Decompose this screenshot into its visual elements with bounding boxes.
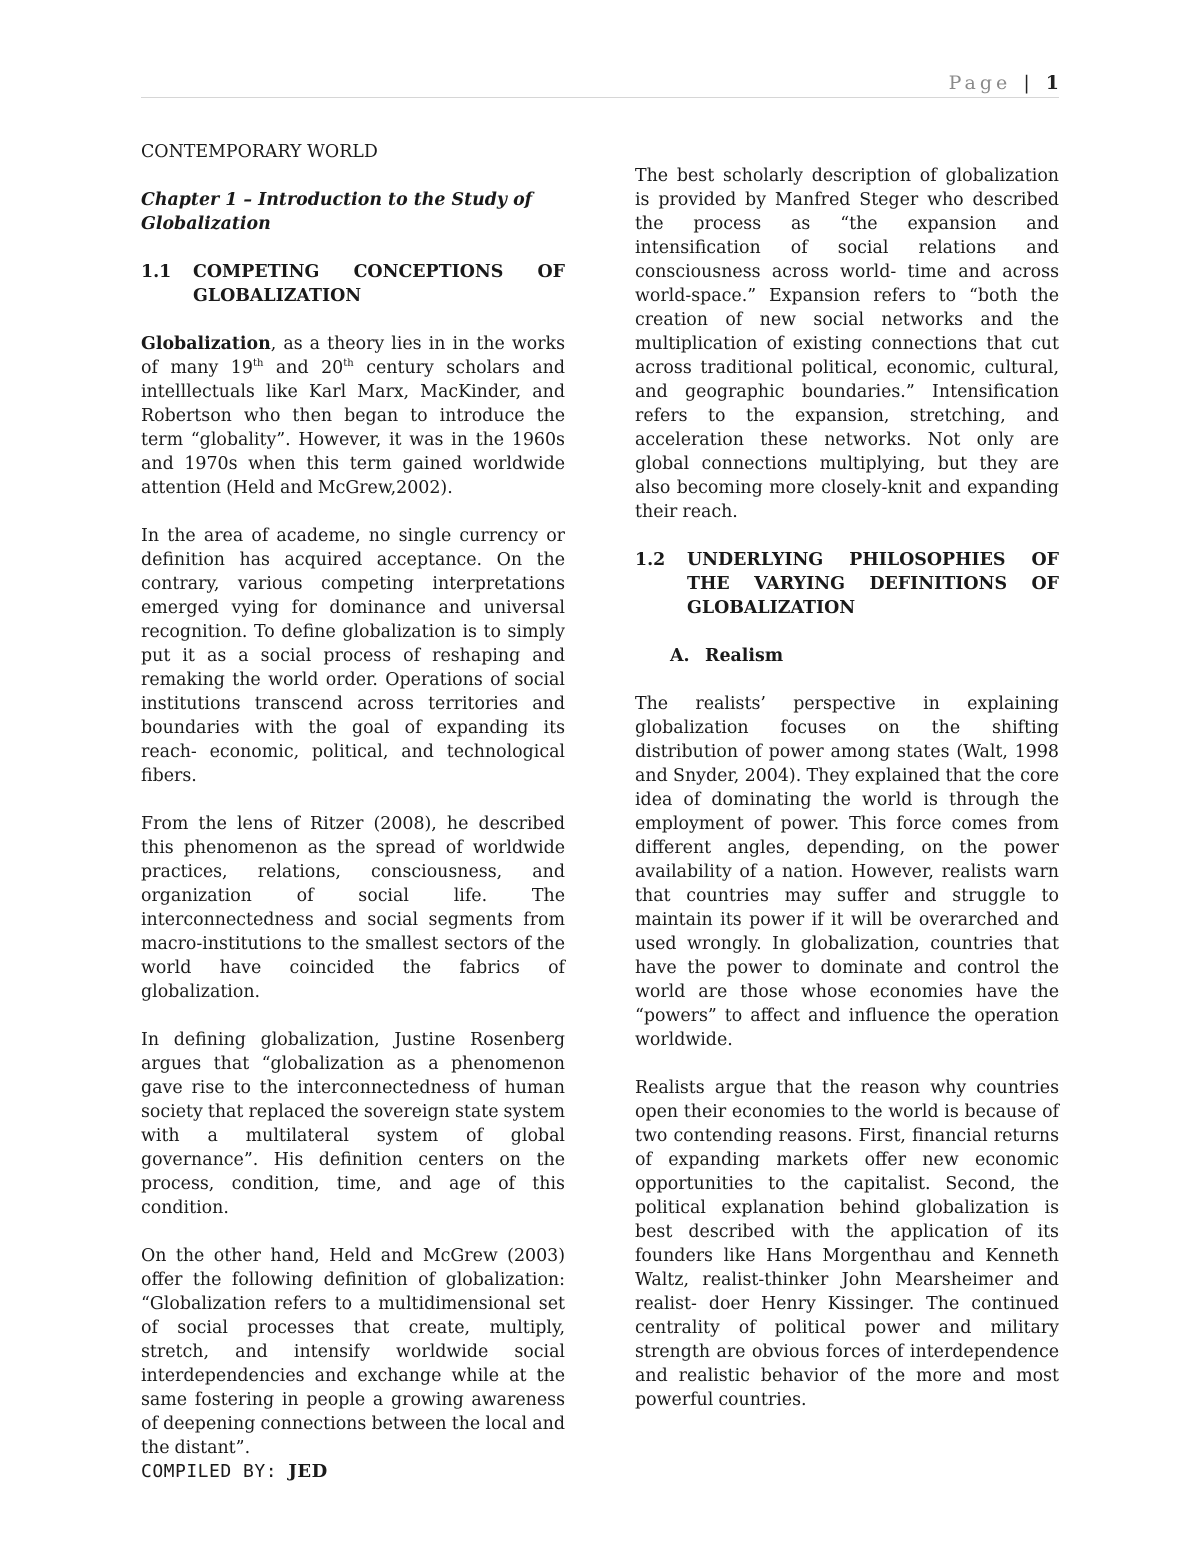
paragraph-realists-argue: Realists argue that the reason why countries open their economies to the world is because of two contending reasons. First, financial returns of expanding markets offer new economic opportunities to the capitalist. Second, the political explanation behind globalization is best described with the application of its founders like Hans Morgenthau and Kenneth Waltz, realist-thinker John Mearsheimer and realist- doer Henry Kissinger. The continued centrality of political power and military strength are obvious forces of interdependence and realistic behavior of the more and most powerful countries. xyxy=(635,1078,1059,1410)
section-title: COMPETING CONCEPTIONS OF GLOBALIZATION xyxy=(193,262,565,306)
right-column xyxy=(635,164,1059,1436)
paragraph-globalization-theory xyxy=(141,332,565,500)
footer-compiled-label: COMPILED BY: xyxy=(141,1461,289,1482)
section-heading-1-2 xyxy=(635,548,1059,620)
paragraph-text: century scholars and intelllectuals like Karl Marx, MacKinder, and Robertson who then began to introduce the term “globality”. However, it was in the 1960s and 1970s when this term gained worldwide attention (Held and McGrew,2002). xyxy=(141,358,565,498)
paragraph-ritzer: From the lens of Ritzer (2008), he described this phenomenon as the spread of worldwide practices, relations, consciousness, and organization of social life. The interconnectedness and social segments from macro-institutions to the smallest sectors of the world have coincided the fabrics of globalization. xyxy=(141,814,565,1002)
page-separator: | xyxy=(1023,72,1030,94)
document-title: CONTEMPORARY WORLD xyxy=(141,142,378,162)
page-header xyxy=(141,70,1059,98)
paragraph-text: and 20 xyxy=(263,358,344,378)
subsection-letter: A. xyxy=(670,646,690,666)
paragraph-realists-perspective: The realists’ perspective in explaining globalization focuses on the shifting distribution of power among states (Walt, 1998 and Snyder, 2004). They explained that the core idea of dominating the world is through the employment of power. This force comes from different angles, depending, on the power availability of a nation. However, realists warn that countries may suffer and struggle to maintain its power if it will be overarched and used wrongly. In globalization, countries that have the power to dominate and control the world are those whose economies have the “powers” to affect and influence the operation worldwide. xyxy=(635,694,1059,1050)
subsection-title: Realism xyxy=(705,646,784,666)
paragraph-text: , as a theory lies in in the works of many 19 xyxy=(141,334,565,378)
left-column xyxy=(141,140,565,1484)
chapter-title: Chapter 1 – Introduction to the Study of Globalization xyxy=(141,190,533,234)
page-number: 1 xyxy=(1045,72,1059,94)
paragraph-rosenberg: In defining globalization, Justine Rosenberg argues that “globalization as a phenomenon gave rise to the interconnectedness of human society that replaced the sovereign state system with a multilateral system of global governance”. His definition centers on the process, condition, time, and age of this condition. xyxy=(141,1030,565,1218)
superscript: th xyxy=(252,358,264,370)
paragraph-steger: The best scholarly description of globalization is provided by Manfred Steger who described the process as “the expansion and intensification of social relations and consciousness across world- time and across world-space.” Expansion refers to “both the creation of new social networks and the multiplication of existing connections that cut across traditional political, economic, cultural, and geographic boundaries.” Intensification refers to the expansion, stretching, and acceleration these networks. Not only are global connections multiplying, but they are also becoming more closely-knit and expanding their reach. xyxy=(635,166,1059,522)
page-number-label xyxy=(949,72,1059,94)
section-number: 1.1 xyxy=(141,262,172,282)
paragraph-academe: In the area of academe, no single currency or definition has acquired acceptance. On the contrary, various competing interpretations emerged vying for dominance and universal recognition. To define globalization is to simply put it as a social process of reshaping and remaking the world order. Operations of social institutions transcend across territories and boundaries with the goal of expanding its reach- economic, political, and technological fibers. xyxy=(141,526,565,786)
section-title: UNDERLYING PHILOSOPHIES OF THE VARYING DEFINITIONS OF GLOBALIZATION xyxy=(687,550,1059,618)
page-label: Page xyxy=(948,72,1012,94)
page-footer xyxy=(141,1461,328,1482)
term-globalization: Globalization xyxy=(141,334,271,354)
superscript: th xyxy=(343,358,354,370)
subsection-heading-realism xyxy=(635,644,1059,668)
section-number: 1.2 xyxy=(635,550,666,570)
paragraph-held-mcgrew: On the other hand, Held and McGrew (2003) offer the following definition of globalization: “Globalization refers to a multidimensional set of social processes that create, multiply, stretch, and intensify worldwide social interdependencies and exchange while at the same fostering in people a growing awareness of deepening connections between the local and the distant”. xyxy=(141,1246,565,1458)
section-heading-1-1 xyxy=(141,260,565,308)
footer-author: JED xyxy=(288,1461,328,1482)
